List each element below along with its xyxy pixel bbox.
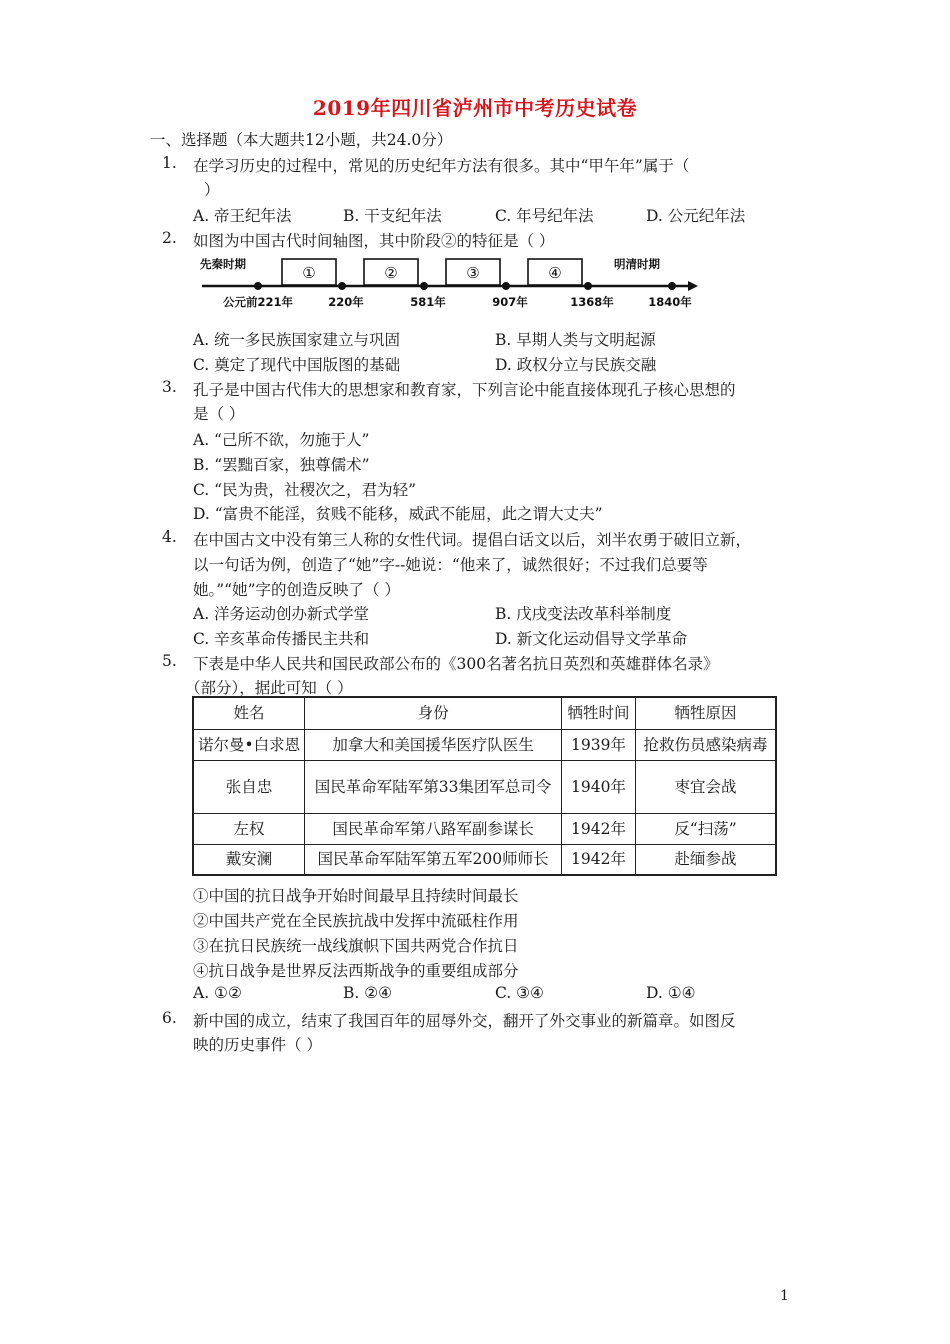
table-cell: 左权 bbox=[193, 813, 305, 844]
question-4-option-b[interactable]: B. 戊戌变法改革科举制度 bbox=[495, 605, 672, 623]
table-cell: 张自忠 bbox=[193, 760, 305, 813]
question-2-number: 2. bbox=[162, 229, 177, 247]
table-cell: 国民革命军第八路军副参谋长 bbox=[305, 813, 562, 844]
question-6-number: 6. bbox=[162, 1009, 177, 1027]
question-5-option-c[interactable]: C. ③④ bbox=[495, 984, 544, 1002]
table-header-row bbox=[193, 697, 776, 729]
timeline-stage-label: ① bbox=[302, 264, 316, 282]
timeline-point bbox=[338, 282, 346, 290]
question-2-option-a[interactable]: A. 统一多民族国家建立与巩固 bbox=[193, 331, 401, 349]
question-4-number: 4. bbox=[162, 528, 177, 546]
question-3-stem-line1: 孔子是中国古代伟大的思想家和教育家，下列言论中能直接体现孔子核心思想的 bbox=[193, 381, 736, 399]
question-1-option-b[interactable]: B. 干支纪年法 bbox=[343, 207, 442, 225]
question-2-option-d[interactable]: D. 政权分立与民族交融 bbox=[495, 356, 657, 374]
table-cell: 戴安澜 bbox=[193, 844, 305, 875]
question-6-stem-line1: 新中国的成立，结束了我国百年的屈辱外交，翻开了外交事业的新篇章。如图反 bbox=[193, 1012, 736, 1030]
table-cell: 诺尔曼•白求恩 bbox=[193, 729, 305, 760]
question-1-number: 1. bbox=[162, 154, 177, 172]
table-cell: 1942年 bbox=[562, 813, 636, 844]
timeline-point-label: 581年 bbox=[410, 295, 446, 309]
table-header-identity: 身份 bbox=[305, 697, 562, 729]
question-5-option-a[interactable]: A. ①② bbox=[193, 984, 242, 1002]
heroes-table bbox=[192, 696, 777, 876]
timeline-arrow bbox=[688, 281, 698, 291]
table-cell: 1942年 bbox=[562, 844, 636, 875]
question-2-option-c[interactable]: C. 奠定了现代中国版图的基础 bbox=[193, 356, 401, 374]
timeline-point-label: 1840年 bbox=[648, 295, 692, 309]
question-3-option-c[interactable]: C. “民为贵，社稷次之，君为轻” bbox=[193, 481, 417, 499]
timeline-point bbox=[584, 282, 592, 290]
table-cell: 国民革命军陆军第五军200师师长 bbox=[305, 844, 562, 875]
question-4-stem-line2: 以一句话为例，创造了“她”字--她说：“他来了，诚然很好；不过我们总要等 bbox=[193, 556, 708, 574]
table-row bbox=[193, 813, 776, 844]
question-5-option-b[interactable]: B. ②④ bbox=[343, 984, 393, 1002]
question-3-stem-line2: 是（ ） bbox=[193, 405, 245, 423]
question-1-option-c[interactable]: C. 年号纪年法 bbox=[495, 207, 594, 225]
question-5-stem-line2: （部分），据此可知（ ） bbox=[185, 679, 353, 697]
question-5-statement-2: ②中国共产党在全民族抗战中发挥中流砥柱作用 bbox=[193, 912, 519, 930]
question-6-stem-line2: 映的历史事件（ ） bbox=[193, 1036, 322, 1054]
table-cell: 1939年 bbox=[562, 729, 636, 760]
question-3-option-d[interactable]: D. “富贵不能淫，贫贱不能移，威武不能屈，此之谓大丈夫” bbox=[193, 505, 603, 523]
question-5-number: 5. bbox=[162, 652, 177, 670]
table-row bbox=[193, 844, 776, 875]
timeline-point bbox=[420, 282, 428, 290]
table-header-cause: 牺牲原因 bbox=[635, 697, 776, 729]
question-2-option-b[interactable]: B. 早期人类与文明起源 bbox=[495, 331, 656, 349]
question-2-stem: 如图为中国古代时间轴图，其中阶段②的特征是（ ） bbox=[193, 232, 555, 250]
table-row bbox=[193, 760, 776, 813]
timeline-point-label: 220年 bbox=[328, 295, 364, 309]
timeline-stage-label: ④ bbox=[548, 264, 562, 282]
section-heading: 一、选择题（本大题共12小题，共24.0分） bbox=[150, 131, 453, 149]
question-4-option-c[interactable]: C. 辛亥革命传播民主共和 bbox=[193, 630, 370, 648]
question-5-stem-line1: 下表是中华人民共和国民政部公布的《300名著名抗日英烈和英雄群体名录》 bbox=[193, 655, 719, 673]
page-number: 1 bbox=[780, 1288, 789, 1304]
question-5-statement-4: ④抗日战争是世界反法西斯战争的重要组成部分 bbox=[193, 962, 519, 980]
question-3-option-a[interactable]: A. “己所不欲，勿施于人” bbox=[193, 431, 370, 449]
timeline-stage-label: ③ bbox=[466, 264, 480, 282]
timeline-stage-label: ② bbox=[384, 264, 398, 282]
timeline-left-label: 先秦时期 bbox=[200, 257, 246, 271]
question-4-option-a[interactable]: A. 洋务运动创办新式学堂 bbox=[193, 605, 370, 623]
table-cell: 枣宜会战 bbox=[635, 760, 776, 813]
exam-title: 2019年四川省泸州市中考历史试卷 bbox=[312, 96, 638, 120]
question-4-stem-line3: 她。”“她”字的创造反映了（ ） bbox=[193, 581, 400, 599]
timeline-point bbox=[502, 282, 510, 290]
question-1-option-d[interactable]: D. 公元纪年法 bbox=[646, 207, 746, 225]
table-row bbox=[193, 729, 776, 760]
table-cell: 加拿大和美国援华医疗队医生 bbox=[305, 729, 562, 760]
table-cell: 反“扫荡” bbox=[635, 813, 776, 844]
question-3-option-b[interactable]: B. “罢黜百家，独尊儒术” bbox=[193, 456, 370, 474]
ancient-china-timeline bbox=[196, 250, 706, 312]
question-5-statement-1: ①中国的抗日战争开始时间最早且持续时间最长 bbox=[193, 887, 519, 905]
question-4-option-d[interactable]: D. 新文化运动倡导文学革命 bbox=[495, 630, 688, 648]
question-1-stem-line1: 在学习历史的过程中，常见的历史纪年方法有很多。其中“甲午年”属于（ bbox=[193, 157, 690, 175]
timeline-right-label: 明清时期 bbox=[614, 257, 660, 271]
table-cell: 赴缅参战 bbox=[635, 844, 776, 875]
timeline-point bbox=[668, 282, 676, 290]
question-5-option-d[interactable]: D. ①④ bbox=[646, 984, 696, 1002]
timeline-point-label: 907年 bbox=[492, 295, 528, 309]
table-cell: 抢救伤员感染病毒 bbox=[635, 729, 776, 760]
table-cell: 国民革命军陆军第33集团军总司令 bbox=[305, 760, 562, 813]
question-4-stem-line1: 在中国古文中没有第三人称的女性代词。提倡白话文以后，刘半农勇于破旧立新， bbox=[193, 531, 752, 549]
table-header-name: 姓名 bbox=[193, 697, 305, 729]
timeline-point-label: 公元前221年 bbox=[222, 295, 294, 309]
table-header-time: 牺牲时间 bbox=[562, 697, 636, 729]
question-5-statement-3: ③在抗日民族统一战线旗帜下国共两党合作抗日 bbox=[193, 937, 519, 955]
timeline-point-label: 1368年 bbox=[570, 295, 614, 309]
timeline-point bbox=[254, 282, 262, 290]
table-cell: 1940年 bbox=[562, 760, 636, 813]
question-1-stem-line2: ） bbox=[204, 181, 220, 199]
question-1-option-a[interactable]: A. 帝王纪年法 bbox=[193, 207, 292, 225]
question-3-number: 3. bbox=[162, 378, 177, 396]
